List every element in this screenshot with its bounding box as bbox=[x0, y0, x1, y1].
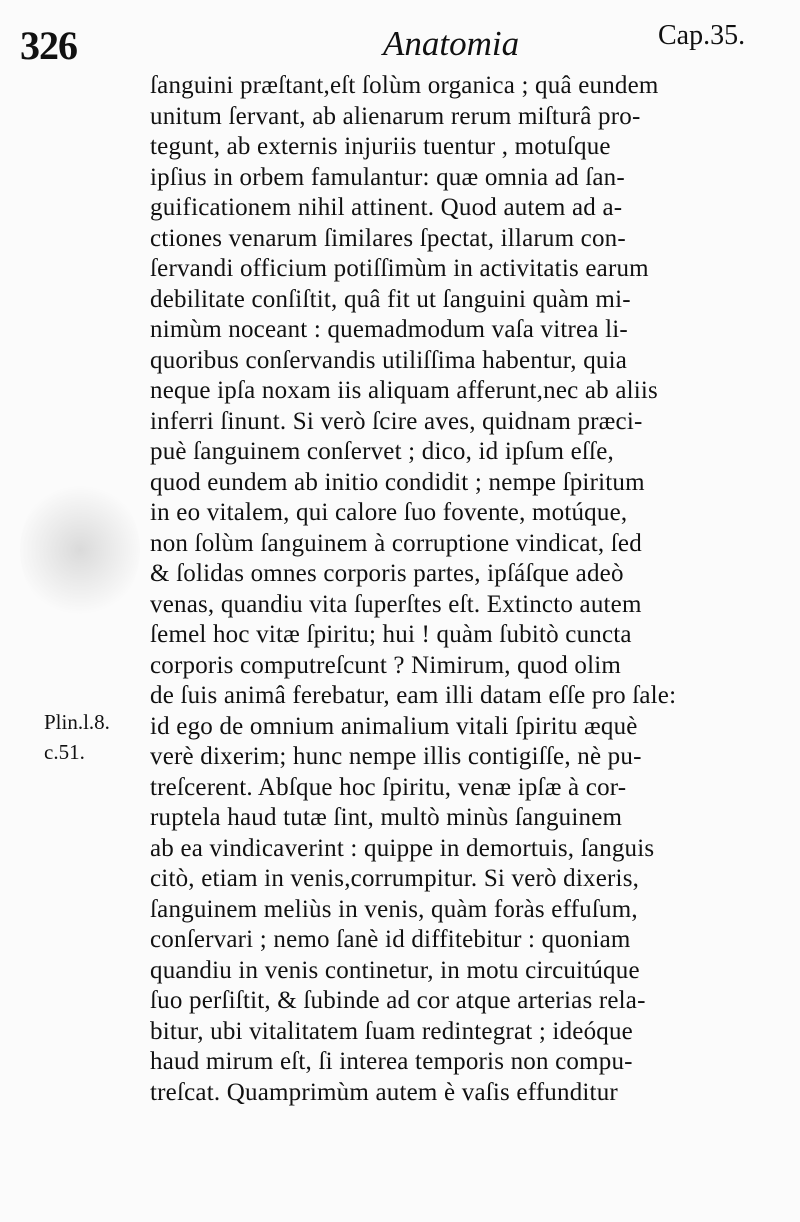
margin-citation bbox=[44, 707, 110, 767]
text-line: inferri ſinunt. Si verò ſcire aves, quidnam præci- bbox=[150, 407, 643, 435]
text-line: nimùm noceant : quemadmodum vaſa vitrea li- bbox=[150, 316, 628, 343]
text-line: citò, etiam in venis,corrumpitur. Si verò dixeris, bbox=[150, 865, 640, 892]
text-line: ab ea vindicaverint : quippe in demortuis, ſanguis bbox=[150, 834, 655, 862]
text-line: ſemel hoc vitæ ſpiritu; hui ! quàm ſubitò cuncta bbox=[150, 621, 632, 648]
margin-citation-line: Plin.l.8. bbox=[44, 710, 110, 734]
text-line: neque ipſa noxam iis aliquam afferunt,nec ab aliis bbox=[150, 377, 658, 404]
text-line: quandiu in venis continetur, in motu circuitúque bbox=[150, 956, 640, 984]
text-line: unitum ſervant, ab alienarum rerum miſturâ pro- bbox=[150, 102, 641, 130]
text-line: & ſolidas omnes corporis partes, ipſáſque adeò bbox=[150, 560, 624, 587]
text-line: de ſuis animâ ferebatur, eam illi datam eſſe pro ſale: bbox=[150, 682, 677, 709]
chapter-reference: Cap.35. bbox=[658, 20, 746, 51]
text-line: ſanguinem meliùs in venis, quàm foràs effuſum, bbox=[150, 895, 638, 923]
text-line: ſervandi officium potiſſimùm in activitatis earum bbox=[150, 255, 649, 282]
body-text bbox=[150, 71, 770, 1108]
text-line: quod eundem ab initio condidit ; nempe ſpiritum bbox=[150, 468, 645, 496]
text-line: quoribus conſervandis utiliſſima habentur, quia bbox=[150, 346, 628, 374]
text-line: guificationem nihil attinent. Quod autem ad a- bbox=[150, 194, 623, 221]
text-line: id ego de omnium animalium vitali ſpiritu æquè bbox=[150, 712, 638, 740]
text-line: in eo vitalem, qui calore ſuo fovente, motúque, bbox=[150, 499, 628, 526]
text-line: verè dixerim; hunc nempe illis contigiſſe, nè pu- bbox=[150, 743, 642, 770]
text-line: treſcat. Quamprimùm autem è vaſis effunditur bbox=[150, 1078, 618, 1106]
text-line: venas, quandiu vita ſuperſtes eſt. Extincto autem bbox=[150, 590, 642, 618]
text-line: conſervari ; nemo ſanè id diffitebitur : quoniam bbox=[150, 926, 631, 953]
text-line: non ſolùm ſanguinem à corruptione vindicat, ſed bbox=[150, 529, 642, 557]
text-line: haud mirum eſt, ſi interea temporis non compu- bbox=[150, 1048, 633, 1075]
text-line: treſcerent. Abſque hoc ſpiritu, venæ ipſæ à cor- bbox=[150, 773, 627, 801]
page-number: 326 bbox=[20, 23, 77, 68]
text-line: ruptela haud tutæ ſint, multò minùs ſanguinem bbox=[150, 804, 623, 831]
text-line: puè ſanguinem conſervet ; dico, id ipſum eſſe, bbox=[150, 438, 614, 465]
text-line: ſuo perſiſtit, & ſubinde ad cor atque arterias rela- bbox=[150, 987, 646, 1014]
text-line: debilitate conſiſtit, quâ fit ut ſanguini quàm mi- bbox=[150, 285, 631, 313]
text-line: tegunt, ab externis injuriis tuentur , motuſque bbox=[150, 133, 611, 160]
text-line: ipſius in orbem famulantur: quæ omnia ad ſan- bbox=[150, 163, 625, 191]
show-through-smudge bbox=[20, 480, 140, 620]
running-title: Anatomia bbox=[383, 24, 520, 63]
text-line: ctiones venarum ſimilares ſpectat, illarum con- bbox=[150, 224, 626, 252]
text-line: bitur, ubi vitalitatem ſuam redintegrat ; ideóque bbox=[150, 1017, 633, 1045]
text-line: corporis computreſcunt ? Nimirum, quod olim bbox=[150, 651, 622, 679]
page-header bbox=[0, 14, 800, 68]
text-line: ſanguini præſtant,eſt ſolùm organica ; quâ eundem bbox=[150, 72, 659, 99]
margin-citation-line: c.51. bbox=[44, 740, 85, 764]
